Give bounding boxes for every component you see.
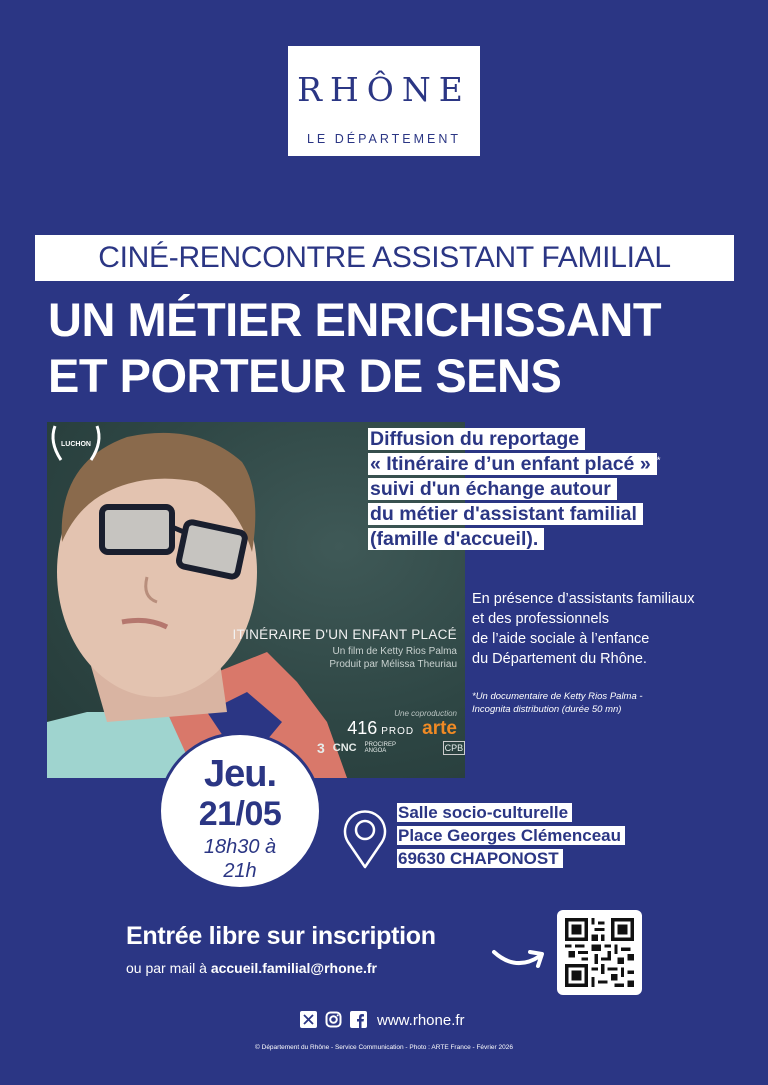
footnote-line-2: Incognita distribution (durée 50 mn) — [472, 704, 622, 715]
x-twitter-icon[interactable] — [300, 1011, 317, 1028]
presence-line-2: et des professionnels — [472, 611, 610, 627]
event-date: 21/05 — [198, 795, 282, 833]
arte-logo: arte — [422, 718, 457, 739]
registration-email-link[interactable]: accueil.familial@rhone.fr — [210, 960, 377, 976]
instagram-icon[interactable] — [325, 1011, 342, 1028]
presence-line-3: de l’aide sociale à l’enfance — [472, 631, 650, 647]
film-producer: Produit par Mélissa Theuriau — [329, 659, 457, 670]
venue-address — [397, 803, 625, 872]
production-logos — [347, 718, 457, 740]
registration-title: Entrée libre sur inscription — [126, 922, 436, 950]
prod-logo: PROD — [381, 726, 415, 737]
description-line-1: Diffusion du reportage — [368, 428, 585, 450]
film-title: ITINÉRAIRE D'UN ENFANT PLACÉ — [232, 627, 457, 642]
cpb-logo: CPB — [444, 743, 464, 753]
description-line-4: du métier d'assistant familial — [368, 503, 643, 525]
description-line-2: « Itinéraire d’un enfant placé » — [368, 453, 657, 475]
coproduction-label: Une coproduction — [394, 709, 457, 718]
rhone-logo — [288, 46, 480, 156]
footnote-line-1: *Un documentaire de Ketty Rios Palma - — [472, 691, 643, 702]
description-line-3: suivi d'un échange autour — [368, 478, 617, 500]
venue-city: 69630 CHAPONOST — [397, 849, 563, 868]
headline-line-1: UN MÉTIER ENRICHISSANT — [48, 293, 662, 346]
film-director: Un film de Ketty Rios Palma — [332, 646, 457, 657]
event-kicker: CINÉ-RENCONTRE ASSISTANT FAMILIAL — [35, 235, 734, 281]
festival-laurel-icon — [47, 422, 105, 464]
event-day: Jeu. — [203, 753, 277, 795]
presence-line-1: En présence d’assistants familiaux — [472, 591, 695, 607]
presence-text — [472, 589, 694, 669]
qr-code-icon — [565, 918, 634, 987]
registration-mail — [126, 960, 377, 976]
cnc-logo: CNC — [332, 742, 357, 754]
social-links — [300, 1011, 367, 1028]
copyright-notice: © Département du Rhône - Service Communication - Photo : ARTE France - Février 2026 — [255, 1044, 513, 1051]
venue-name: Salle socio-culturelle — [397, 803, 572, 822]
facebook-icon[interactable] — [350, 1011, 367, 1028]
description-block — [368, 428, 661, 553]
logo-subtitle: LE DÉPARTEMENT — [306, 132, 462, 146]
documentary-footnote — [472, 690, 643, 716]
description-line-5: (famille d'accueil). — [368, 528, 544, 550]
event-time — [161, 835, 319, 883]
svg-text:LUCHON: LUCHON — [61, 441, 91, 448]
logo-name: RHÔNE — [297, 70, 471, 109]
registration-qr-code[interactable] — [557, 910, 642, 995]
event-time-start: 18h30 à — [203, 836, 277, 858]
event-time-end: 21h — [223, 860, 257, 882]
presence-line-4: du Département du Rhône. — [472, 651, 647, 667]
partner-logos — [317, 740, 465, 756]
footnote-asterisk: * — [656, 455, 661, 467]
venue-street: Place Georges Clémenceau — [397, 826, 625, 845]
france3-logo: 3 — [317, 740, 325, 756]
416-logo: 416 — [347, 718, 378, 738]
procirep-logo: PROCIREP ANGOA — [364, 742, 396, 754]
event-date-badge — [158, 732, 322, 890]
headline-line-2: ET PORTEUR DE SENS — [48, 349, 562, 402]
location-pin-icon — [342, 808, 388, 870]
headline — [48, 292, 661, 404]
mail-prefix: ou par mail à — [126, 960, 211, 976]
website-link[interactable]: www.rhone.fr — [377, 1012, 465, 1029]
arrow-right-icon — [490, 940, 550, 976]
